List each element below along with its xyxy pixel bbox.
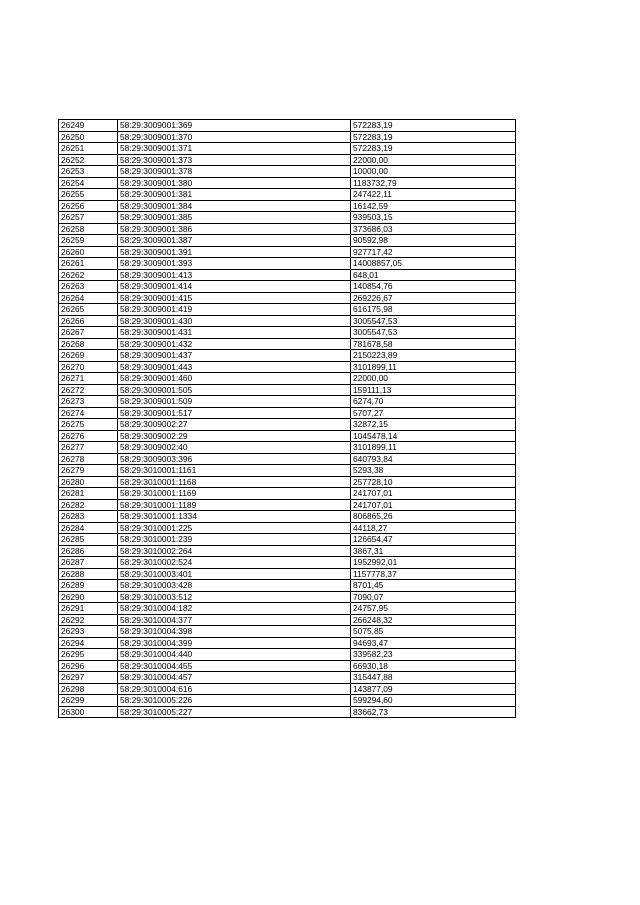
- table-body: [59, 120, 516, 718]
- row-number-cell: 26256: [59, 200, 118, 212]
- row-number-cell: 26262: [59, 269, 118, 281]
- value-cell: 44118,27: [351, 522, 516, 534]
- row-number-cell: 26292: [59, 614, 118, 626]
- row-number-cell: 26265: [59, 304, 118, 316]
- value-cell: 94693,47: [351, 637, 516, 649]
- table-row: [59, 269, 516, 281]
- value-cell: 781678,58: [351, 338, 516, 350]
- table-row: [59, 626, 516, 638]
- value-cell: 1183732,79: [351, 177, 516, 189]
- value-cell: 247422,11: [351, 189, 516, 201]
- row-number-cell: 26293: [59, 626, 118, 638]
- row-number-cell: 26270: [59, 361, 118, 373]
- value-cell: 143877,09: [351, 683, 516, 695]
- value-cell: 373686,03: [351, 223, 516, 235]
- cadastral-number-cell: 58:29:3010004:616: [118, 683, 351, 695]
- cadastral-number-cell: 58:29:3010001:1161: [118, 465, 351, 477]
- cadastral-number-cell: 58:29:3009001:386: [118, 223, 351, 235]
- table-row: [59, 361, 516, 373]
- value-cell: 1157778,37: [351, 568, 516, 580]
- cadastral-number-cell: 58:29:3010001:1168: [118, 476, 351, 488]
- table-row: [59, 649, 516, 661]
- table-row: [59, 568, 516, 580]
- cadastral-number-cell: 58:29:3009001:505: [118, 384, 351, 396]
- value-cell: 1952992,01: [351, 557, 516, 569]
- table-row: [59, 258, 516, 270]
- table-row: [59, 603, 516, 615]
- table-row: [59, 453, 516, 465]
- cadastral-number-cell: 58:29:3010004:440: [118, 649, 351, 661]
- row-number-cell: 26280: [59, 476, 118, 488]
- value-cell: 269226,67: [351, 292, 516, 304]
- table-row: [59, 235, 516, 247]
- row-number-cell: 26257: [59, 212, 118, 224]
- value-cell: 572283,19: [351, 143, 516, 155]
- row-number-cell: 26287: [59, 557, 118, 569]
- value-cell: 159111,13: [351, 384, 516, 396]
- table-row: [59, 672, 516, 684]
- value-cell: 927717,42: [351, 246, 516, 258]
- table-row: [59, 706, 516, 718]
- cadastral-number-cell: 58:29:3010003:512: [118, 591, 351, 603]
- table-row: [59, 338, 516, 350]
- value-cell: 140854,76: [351, 281, 516, 293]
- cadastral-number-cell: 58:29:3010005:226: [118, 695, 351, 707]
- table-row: [59, 557, 516, 569]
- row-number-cell: 26300: [59, 706, 118, 718]
- table-row: [59, 189, 516, 201]
- row-number-cell: 26253: [59, 166, 118, 178]
- cadastral-number-cell: 58:29:3009001:370: [118, 131, 351, 143]
- table-row: [59, 281, 516, 293]
- table-row: [59, 177, 516, 189]
- table-row: [59, 511, 516, 523]
- cadastral-number-cell: 58:29:3010001:1334: [118, 511, 351, 523]
- table-row: [59, 591, 516, 603]
- row-number-cell: 26282: [59, 499, 118, 511]
- value-cell: 339582,23: [351, 649, 516, 661]
- cadastral-number-cell: 58:29:3010004:398: [118, 626, 351, 638]
- row-number-cell: 26276: [59, 430, 118, 442]
- row-number-cell: 26279: [59, 465, 118, 477]
- value-cell: 616175,98: [351, 304, 516, 316]
- row-number-cell: 26254: [59, 177, 118, 189]
- table-row: [59, 154, 516, 166]
- value-cell: 6274,70: [351, 396, 516, 408]
- row-number-cell: 26273: [59, 396, 118, 408]
- table-row: [59, 315, 516, 327]
- cadastral-number-cell: 58:29:3010004:399: [118, 637, 351, 649]
- table-row: [59, 384, 516, 396]
- row-number-cell: 26250: [59, 131, 118, 143]
- row-number-cell: 26277: [59, 442, 118, 454]
- row-number-cell: 26263: [59, 281, 118, 293]
- value-cell: 806865,26: [351, 511, 516, 523]
- value-cell: 257728,10: [351, 476, 516, 488]
- cadastral-number-cell: 58:29:3009001:385: [118, 212, 351, 224]
- cadastral-number-cell: 58:29:3009001:443: [118, 361, 351, 373]
- value-cell: 14008857,05: [351, 258, 516, 270]
- table-row: [59, 327, 516, 339]
- row-number-cell: 26249: [59, 120, 118, 132]
- spreadsheet-page: [58, 119, 515, 718]
- cadastral-number-cell: 58:29:3009001:413: [118, 269, 351, 281]
- cadastral-number-cell: 58:29:3009001:371: [118, 143, 351, 155]
- value-cell: 572283,19: [351, 120, 516, 132]
- value-cell: 2150223,89: [351, 350, 516, 362]
- table-row: [59, 396, 516, 408]
- cadastral-number-cell: 58:29:3009001:387: [118, 235, 351, 247]
- row-number-cell: 26294: [59, 637, 118, 649]
- row-number-cell: 26267: [59, 327, 118, 339]
- row-number-cell: 26269: [59, 350, 118, 362]
- cadastral-number-cell: 58:29:3009001:431: [118, 327, 351, 339]
- table-row: [59, 442, 516, 454]
- value-cell: 241707,01: [351, 488, 516, 500]
- row-number-cell: 26288: [59, 568, 118, 580]
- value-cell: 939503,15: [351, 212, 516, 224]
- row-number-cell: 26266: [59, 315, 118, 327]
- cadastral-number-cell: 58:29:3009001:373: [118, 154, 351, 166]
- cadastral-number-cell: 58:29:3009001:517: [118, 407, 351, 419]
- cadastral-number-cell: 58:29:3009001:437: [118, 350, 351, 362]
- value-cell: 22000,00: [351, 373, 516, 385]
- table-row: [59, 200, 516, 212]
- cadastral-number-cell: 58:29:3010003:428: [118, 580, 351, 592]
- cadastral-number-cell: 58:29:3009001:381: [118, 189, 351, 201]
- row-number-cell: 26258: [59, 223, 118, 235]
- row-number-cell: 26299: [59, 695, 118, 707]
- cadastral-number-cell: 58:29:3010004:182: [118, 603, 351, 615]
- row-number-cell: 26272: [59, 384, 118, 396]
- value-cell: 572283,19: [351, 131, 516, 143]
- table-row: [59, 522, 516, 534]
- cadastral-number-cell: 58:29:3010005:227: [118, 706, 351, 718]
- table-row: [59, 120, 516, 132]
- cadastral-number-cell: 58:29:3009001:509: [118, 396, 351, 408]
- cadastral-number-cell: 58:29:3009001:393: [118, 258, 351, 270]
- row-number-cell: 26285: [59, 534, 118, 546]
- value-cell: 241707,01: [351, 499, 516, 511]
- row-number-cell: 26284: [59, 522, 118, 534]
- value-cell: 5707,27: [351, 407, 516, 419]
- table-row: [59, 430, 516, 442]
- table-row: [59, 223, 516, 235]
- cadastral-number-cell: 58:29:3009001:460: [118, 373, 351, 385]
- cadastral-number-cell: 58:29:3009001:415: [118, 292, 351, 304]
- table-row: [59, 499, 516, 511]
- cadastral-number-cell: 58:29:3010002:264: [118, 545, 351, 557]
- value-cell: 3867,31: [351, 545, 516, 557]
- table-row: [59, 350, 516, 362]
- row-number-cell: 26291: [59, 603, 118, 615]
- cadastral-number-cell: 58:29:3010002:524: [118, 557, 351, 569]
- cadastral-number-cell: 58:29:3009001:432: [118, 338, 351, 350]
- table-row: [59, 580, 516, 592]
- value-cell: 22000,00: [351, 154, 516, 166]
- cadastral-number-cell: 58:29:3010003:401: [118, 568, 351, 580]
- row-number-cell: 26252: [59, 154, 118, 166]
- table-row: [59, 419, 516, 431]
- cadastral-number-cell: 58:29:3010004:455: [118, 660, 351, 672]
- cadastral-number-cell: 58:29:3009002:40: [118, 442, 351, 454]
- value-cell: 5293,38: [351, 465, 516, 477]
- cadastral-number-cell: 58:29:3009001:369: [118, 120, 351, 132]
- row-number-cell: 26283: [59, 511, 118, 523]
- value-cell: 266248,32: [351, 614, 516, 626]
- cadastral-number-cell: 58:29:3009001:380: [118, 177, 351, 189]
- table-row: [59, 637, 516, 649]
- cadastral-number-cell: 58:29:3009001:378: [118, 166, 351, 178]
- row-number-cell: 26271: [59, 373, 118, 385]
- row-number-cell: 26290: [59, 591, 118, 603]
- table-row: [59, 695, 516, 707]
- cadastral-number-cell: 58:29:3009001:414: [118, 281, 351, 293]
- value-cell: 24757,95: [351, 603, 516, 615]
- table-row: [59, 131, 516, 143]
- row-number-cell: 26275: [59, 419, 118, 431]
- value-cell: 3005547,53: [351, 315, 516, 327]
- cadastral-number-cell: 58:29:3009001:430: [118, 315, 351, 327]
- cadastral-number-cell: 58:29:3009002:27: [118, 419, 351, 431]
- cadastral-number-cell: 58:29:3010001:1189: [118, 499, 351, 511]
- data-table: [58, 119, 516, 718]
- row-number-cell: 26264: [59, 292, 118, 304]
- cadastral-number-cell: 58:29:3010004:457: [118, 672, 351, 684]
- row-number-cell: 26255: [59, 189, 118, 201]
- value-cell: 3101899,11: [351, 361, 516, 373]
- value-cell: 3005547,53: [351, 327, 516, 339]
- value-cell: 3101899,11: [351, 442, 516, 454]
- table-row: [59, 143, 516, 155]
- table-row: [59, 292, 516, 304]
- value-cell: 640793,84: [351, 453, 516, 465]
- cadastral-number-cell: 58:29:3009001:384: [118, 200, 351, 212]
- value-cell: 1045478,14: [351, 430, 516, 442]
- cadastral-number-cell: 58:29:3010001:239: [118, 534, 351, 546]
- table-row: [59, 212, 516, 224]
- row-number-cell: 26289: [59, 580, 118, 592]
- value-cell: 16142,59: [351, 200, 516, 212]
- table-row: [59, 534, 516, 546]
- cadastral-number-cell: 58:29:3009003:396: [118, 453, 351, 465]
- table-row: [59, 304, 516, 316]
- value-cell: 90592,98: [351, 235, 516, 247]
- table-row: [59, 465, 516, 477]
- row-number-cell: 26259: [59, 235, 118, 247]
- value-cell: 648,01: [351, 269, 516, 281]
- value-cell: 5075,85: [351, 626, 516, 638]
- cadastral-number-cell: 58:29:3009002:29: [118, 430, 351, 442]
- value-cell: 8701,45: [351, 580, 516, 592]
- table-row: [59, 476, 516, 488]
- cadastral-number-cell: 58:29:3009001:419: [118, 304, 351, 316]
- value-cell: 32872,15: [351, 419, 516, 431]
- table-row: [59, 407, 516, 419]
- table-row: [59, 488, 516, 500]
- row-number-cell: 26278: [59, 453, 118, 465]
- row-number-cell: 26260: [59, 246, 118, 258]
- value-cell: 126654,47: [351, 534, 516, 546]
- row-number-cell: 26286: [59, 545, 118, 557]
- row-number-cell: 26268: [59, 338, 118, 350]
- row-number-cell: 26295: [59, 649, 118, 661]
- row-number-cell: 26281: [59, 488, 118, 500]
- table-row: [59, 660, 516, 672]
- row-number-cell: 26251: [59, 143, 118, 155]
- value-cell: 83662,73: [351, 706, 516, 718]
- value-cell: 599294,60: [351, 695, 516, 707]
- row-number-cell: 26298: [59, 683, 118, 695]
- table-row: [59, 246, 516, 258]
- value-cell: 10000,00: [351, 166, 516, 178]
- value-cell: 7090,07: [351, 591, 516, 603]
- table-row: [59, 373, 516, 385]
- row-number-cell: 26274: [59, 407, 118, 419]
- table-row: [59, 545, 516, 557]
- value-cell: 315447,88: [351, 672, 516, 684]
- row-number-cell: 26261: [59, 258, 118, 270]
- table-row: [59, 683, 516, 695]
- row-number-cell: 26296: [59, 660, 118, 672]
- row-number-cell: 26297: [59, 672, 118, 684]
- value-cell: 66930,18: [351, 660, 516, 672]
- cadastral-number-cell: 58:29:3009001:391: [118, 246, 351, 258]
- cadastral-number-cell: 58:29:3010001:1169: [118, 488, 351, 500]
- table-row: [59, 166, 516, 178]
- cadastral-number-cell: 58:29:3010004:377: [118, 614, 351, 626]
- table-row: [59, 614, 516, 626]
- cadastral-number-cell: 58:29:3010001:225: [118, 522, 351, 534]
